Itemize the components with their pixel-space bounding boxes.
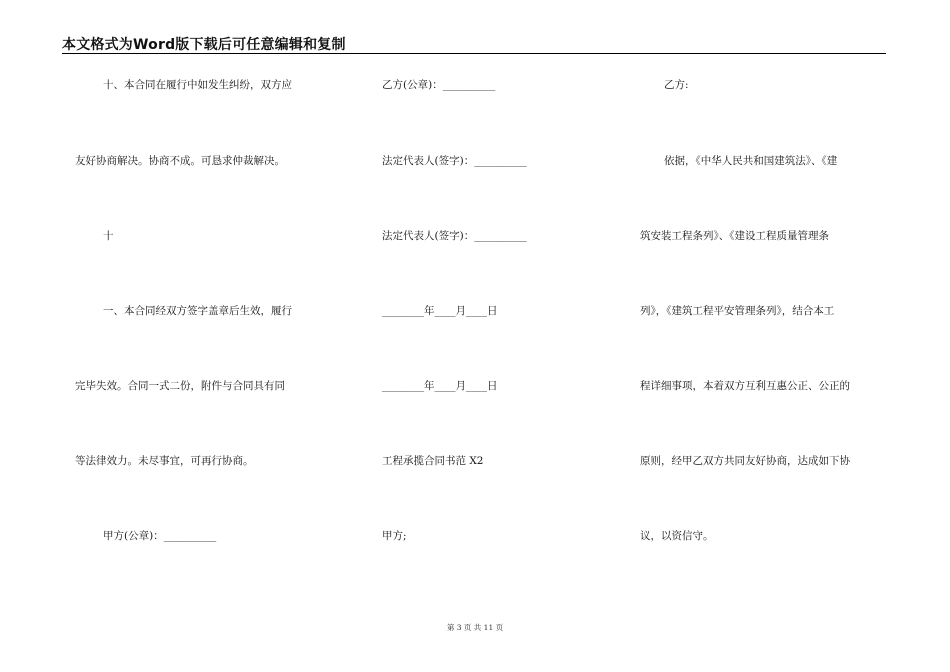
legal-representative-line: 法定代表人(签字)：__________ [382,155,527,167]
party-a-label: 甲方; [382,530,407,542]
document-header-title: 本文格式为Word版下载后可任意编辑和复制 [62,37,346,53]
text-line: 程详细事项，本着双方互利互惠公正、公正的 [640,380,850,392]
text-line: 十 [103,230,114,242]
text-line: 完毕失效。合同一式二份，附件与合同具有同 [75,380,285,392]
date-line: ________年____月____日 [382,380,498,392]
page-number-footer: 第 3 页 共 11 页 [446,623,504,632]
legal-representative-line: 法定代表人(签字)：__________ [382,230,527,242]
text-line: 原则，经甲乙双方共同友好协商，达成如下协 [640,455,850,467]
text-column-right [640,0,885,600]
text-column-left [75,0,320,600]
text-line: 一、本合同经双方签字盖章后生效，履行 [103,305,292,317]
text-line: 等法律效力。未尽事宜，可再行协商。 [75,455,254,467]
text-column-middle [382,0,582,600]
date-line: ________年____月____日 [382,305,498,317]
party-b-label: 乙方: [664,79,689,91]
signature-line-party-b: 乙方(公章)：__________ [382,79,496,91]
text-line: 议，以资信守。 [640,530,714,542]
text-line: 列》，《建筑工程平安管理条列》，结合本工 [640,305,835,317]
text-line: 十、本合同在履行中如发生纠纷，双方应 [103,79,292,91]
text-line: 友好协商解决。协商不成。可恳求仲裁解决。 [75,155,285,167]
text-line: 筑安装工程条列》、《建设工程质量管理条 [640,230,829,242]
text-line: 依据，《中华人民共和国建筑法》、《建 [664,155,838,167]
section-title: 工程承揽合同书范 X2 [382,455,484,467]
signature-line-party-a: 甲方(公章)：__________ [103,530,217,542]
